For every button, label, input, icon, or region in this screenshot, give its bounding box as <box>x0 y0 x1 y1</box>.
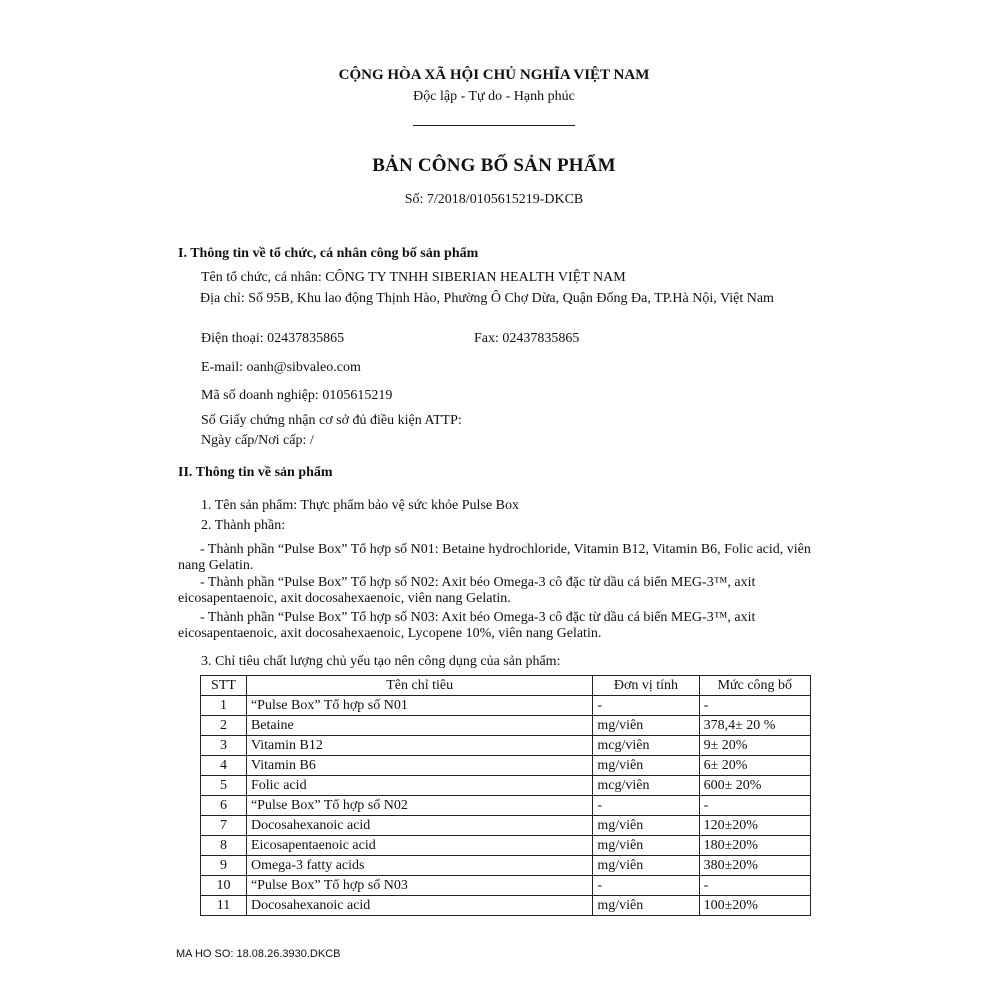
section1-heading: I. Thông tin về tổ chức, cá nhân công bố sản phẩm <box>178 246 479 261</box>
col-unit: Đơn vị tính <box>593 676 699 696</box>
cell-stt: 11 <box>201 896 247 916</box>
cell-value: 380±20% <box>699 856 810 876</box>
table-row <box>201 856 811 876</box>
certificate-issue: Ngày cấp/Nơi cấp: / <box>201 433 314 448</box>
cell-name: “Pulse Box” Tổ hợp số N01 <box>246 696 592 716</box>
motto: Độc lập - Tự do - Hạnh phúc <box>413 89 575 104</box>
cell-unit: - <box>593 796 699 816</box>
cell-value: - <box>699 876 810 896</box>
cell-unit: mg/viên <box>593 816 699 836</box>
header-divider <box>413 125 575 126</box>
table-row <box>201 756 811 776</box>
col-name: Tên chỉ tiêu <box>246 676 592 696</box>
cell-unit: mg/viên <box>593 856 699 876</box>
document-title: BẢN CÔNG BỐ SẢN PHẨM <box>372 155 616 176</box>
cell-name: Betaine <box>246 716 592 736</box>
product-name: 1. Tên sản phẩm: Thực phẩm bảo vệ sức khỏe Pulse Box <box>201 498 519 513</box>
cell-value: - <box>699 796 810 816</box>
food-safety-certificate: Số Giấy chứng nhận cơ sở đủ điều kiện ATTP: <box>201 413 462 428</box>
cell-name: Docosahexanoic acid <box>246 816 592 836</box>
cell-stt: 8 <box>201 836 247 856</box>
org-fax: Fax: 02437835865 <box>474 331 580 346</box>
country-header: CỘNG HÒA XÃ HỘI CHỦ NGHĨA VIỆT NAM <box>338 67 650 83</box>
section2-heading: II. Thông tin về sản phẩm <box>178 465 333 480</box>
cell-value: 6± 20% <box>699 756 810 776</box>
cell-value: 600± 20% <box>699 776 810 796</box>
org-address: Địa chỉ: Số 95B, Khu lao động Thịnh Hào, Phường Ô Chợ Dừa, Quận Đống Đa, TP.Hà Nội, Việt Nam <box>200 291 774 306</box>
cell-unit: - <box>593 696 699 716</box>
cell-unit: mcg/viên <box>593 736 699 756</box>
cell-unit: - <box>593 876 699 896</box>
dossier-code: MA HO SO: 18.08.26.3930.DKCB <box>176 948 341 960</box>
table-row <box>201 696 811 716</box>
business-code: Mã số doanh nghiệp: 0105615219 <box>201 388 393 403</box>
quality-table <box>200 675 811 916</box>
table-row <box>201 836 811 856</box>
quality-label: 3. Chỉ tiêu chất lượng chủ yếu tạo nên công dụng của sản phẩm: <box>201 654 561 669</box>
table-row <box>201 816 811 836</box>
cell-name: Vitamin B12 <box>246 736 592 756</box>
cell-stt: 10 <box>201 876 247 896</box>
ingredient-n02: - Thành phần “Pulse Box” Tổ hợp số N02: Axit béo Omega-3 cô đặc từ dầu cá biển MEG-3™, axit eicosapentaenoic, axit docosahexaenoic, viên nang Gelatin. <box>178 575 756 606</box>
org-name: Tên tổ chức, cá nhân: CÔNG TY TNHH SIBERIAN HEALTH VIỆT NAM <box>201 270 626 285</box>
cell-stt: 9 <box>201 856 247 876</box>
cell-stt: 4 <box>201 756 247 776</box>
cell-unit: mcg/viên <box>593 776 699 796</box>
table-row <box>201 876 811 896</box>
document-number: Số: 7/2018/0105615219-DKCB <box>404 192 584 207</box>
cell-value: 9± 20% <box>699 736 810 756</box>
ingredient-n03: - Thành phần “Pulse Box” Tổ hợp số N03: Axit béo Omega-3 cô đặc từ dầu cá biển MEG-3™, axit eicosapentaenoic, axit docosahexaenoic, Lycopene 10%, viên nang Gelatin. <box>178 610 756 641</box>
cell-name: Vitamin B6 <box>246 756 592 776</box>
cell-name: “Pulse Box” Tổ hợp số N03 <box>246 876 592 896</box>
cell-stt: 1 <box>201 696 247 716</box>
cell-name: Folic acid <box>246 776 592 796</box>
table-row <box>201 796 811 816</box>
table-row <box>201 716 811 736</box>
cell-value: 120±20% <box>699 816 810 836</box>
col-value: Mức công bố <box>699 676 810 696</box>
table-row <box>201 896 811 916</box>
cell-name: Docosahexanoic acid <box>246 896 592 916</box>
cell-name: Omega-3 fatty acids <box>246 856 592 876</box>
cell-stt: 2 <box>201 716 247 736</box>
ingredient-n01: - Thành phần “Pulse Box” Tổ hợp số N01: Betaine hydrochloride, Vitamin B12, Vitamin B6, Folic acid, viên nang Gelatin. <box>178 542 811 573</box>
cell-value: 378,4± 20 % <box>699 716 810 736</box>
cell-name: Eicosapentaenoic acid <box>246 836 592 856</box>
cell-unit: mg/viên <box>593 836 699 856</box>
table-row <box>201 736 811 756</box>
cell-stt: 5 <box>201 776 247 796</box>
cell-name: “Pulse Box” Tổ hợp số N02 <box>246 796 592 816</box>
cell-value: - <box>699 696 810 716</box>
cell-stt: 3 <box>201 736 247 756</box>
cell-unit: mg/viên <box>593 756 699 776</box>
table-header-row <box>201 676 811 696</box>
cell-unit: mg/viên <box>593 896 699 916</box>
cell-stt: 7 <box>201 816 247 836</box>
table-row <box>201 776 811 796</box>
cell-stt: 6 <box>201 796 247 816</box>
ingredients-label: 2. Thành phần: <box>201 518 286 533</box>
col-stt: STT <box>201 676 247 696</box>
org-email: E-mail: oanh@sibvaleo.com <box>201 360 361 375</box>
cell-value: 100±20% <box>699 896 810 916</box>
cell-value: 180±20% <box>699 836 810 856</box>
org-phone: Điện thoại: 02437835865 <box>201 331 345 346</box>
cell-unit: mg/viên <box>593 716 699 736</box>
